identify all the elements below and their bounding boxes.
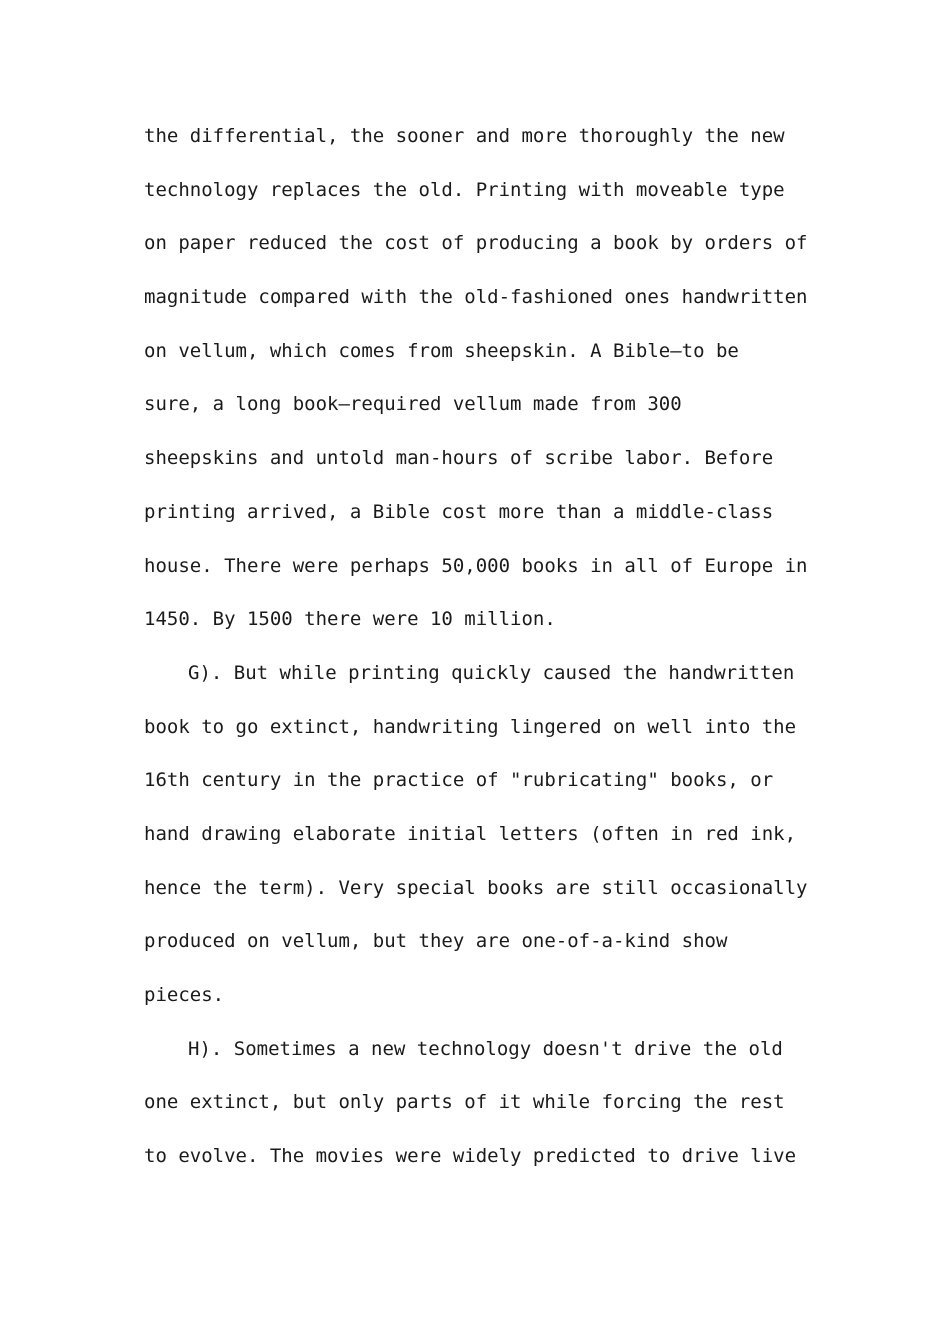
text-line: 1450. By 1500 there were 10 million.: [144, 608, 556, 631]
text-line: on vellum, which comes from sheepskin. A Bible—to be: [144, 339, 739, 362]
text-line: printing arrived, a Bible cost more than a middle-class: [144, 500, 774, 523]
text-line: produced on vellum, but they are one-of-a-kind show: [144, 930, 728, 953]
text-line: hence the term). Very special books are still occasionally: [144, 876, 808, 899]
text-line: to evolve. The movies were widely predicted to drive live: [144, 1145, 797, 1168]
text-line: hand drawing elaborate initial letters (often in red ink,: [144, 822, 797, 845]
body-text: [144, 110, 824, 1184]
text-line: the differential, the sooner and more thoroughly the new: [144, 125, 785, 147]
text-line: sure, a long book—required vellum made from 300: [144, 393, 682, 416]
text-line: magnitude compared with the old-fashioned ones handwritten: [144, 286, 808, 309]
paragraph-h-start: H). Sometimes a new technology doesn't drive the old: [188, 1037, 783, 1060]
text-line: on paper reduced the cost of producing a book by orders of: [144, 232, 808, 255]
paragraph-g-start: G). But while printing quickly caused the handwritten: [188, 661, 795, 684]
text-line: pieces.: [144, 984, 225, 1006]
text-line: house. There were perhaps 50,000 books in all of Europe in: [144, 554, 808, 577]
text-line: technology replaces the old. Printing with moveable type: [144, 178, 785, 201]
text-line: book to go extinct, handwriting lingered on well into the: [144, 715, 797, 738]
text-line: one extinct, but only parts of it while forcing the rest: [144, 1091, 785, 1114]
text-line: sheepskins and untold man-hours of scribe labor. Before: [144, 447, 774, 470]
text-line: 16th century in the practice of "rubricating" books, or: [144, 769, 774, 792]
